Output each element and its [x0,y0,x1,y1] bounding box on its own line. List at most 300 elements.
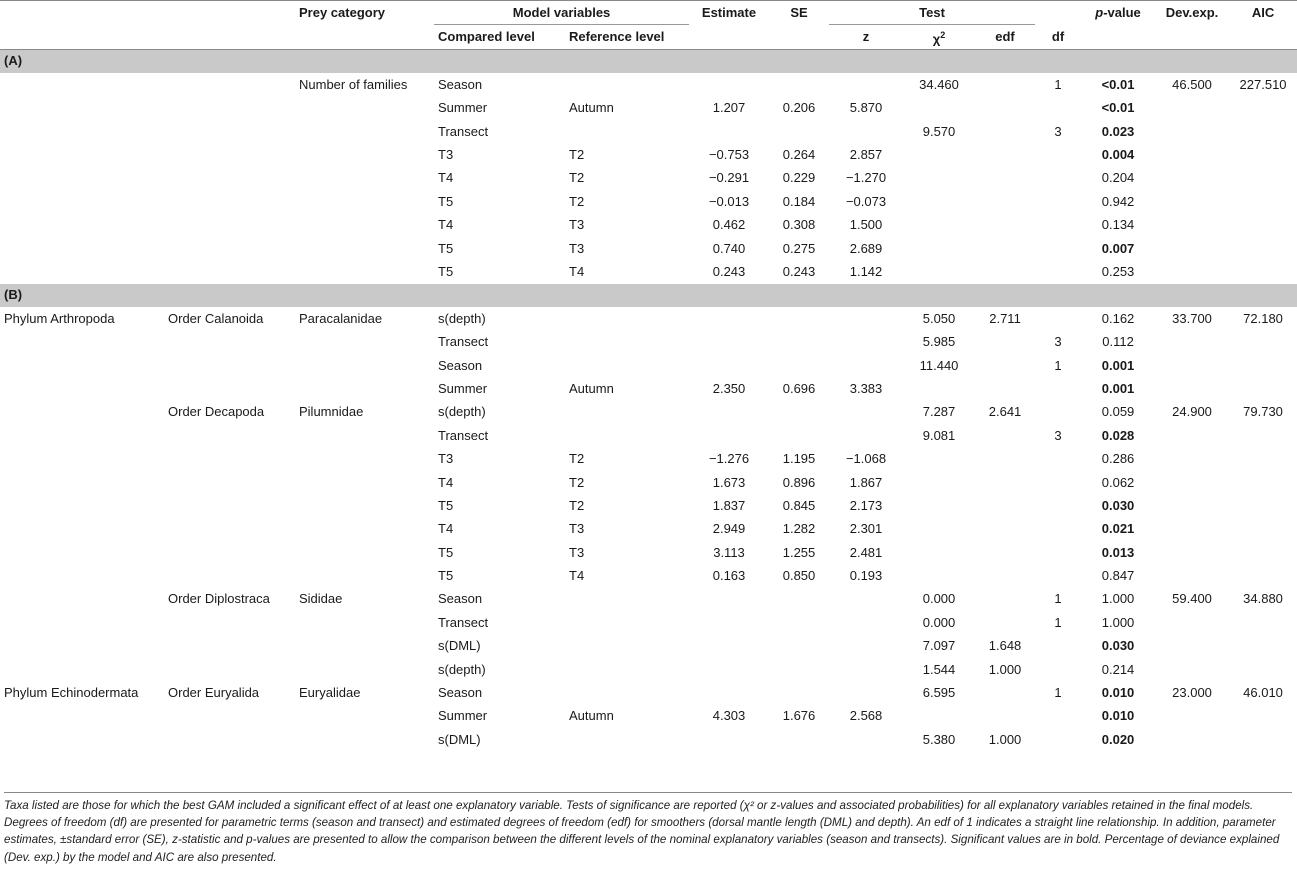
cell-compared-level: Summer [438,380,488,396]
cell-se: 0.896 [782,474,816,490]
cell-df [1035,260,1081,283]
cell-family [295,354,434,377]
table-row [0,728,1297,751]
cell-df [1035,237,1081,260]
cell-family [295,143,434,166]
cell-compared-level: T4 [438,474,454,490]
cell-df: 1 [1054,614,1062,630]
cell-compared-level: s(depth) [438,404,486,420]
cell-se [769,681,829,704]
cell-edf [975,564,1035,587]
cell-dev-exp [1155,190,1229,213]
cell-p-value: 0.001 [1101,380,1135,396]
section-label: (A) [0,49,1297,73]
cell-family [295,330,434,353]
cell-p-value: 0.010 [1101,708,1135,724]
cell-family [295,447,434,470]
cell-aic [1229,330,1297,353]
cell-compared-level: Season [438,357,483,373]
cell-reference-level [565,401,689,424]
cell-dev-exp: 23.000 [1172,685,1212,701]
table-row [0,541,1297,564]
table-row [0,307,1297,330]
cell-reference-level: T3 [569,544,585,560]
cell-chi2 [903,447,975,470]
cell-phylum: Phylum Echinodermata [4,685,139,701]
cell-family [295,611,434,634]
cell-estimate: −0.013 [708,193,750,209]
cell-compared-level: T5 [438,497,454,513]
cell-phylum [0,143,164,166]
cell-df [1035,377,1081,400]
cell-p-value: 0.020 [1101,731,1135,747]
cell-estimate: 0.163 [712,568,746,584]
cell-se: 0.184 [782,193,816,209]
cell-reference-level: Autumn [569,100,614,116]
cell-chi2: 9.570 [922,123,956,139]
cell-df: 3 [1054,427,1062,443]
cell-family [295,471,434,494]
cell-chi2: 7.287 [922,404,956,420]
cell-reference-level: Autumn [569,708,614,724]
cell-chi2 [903,237,975,260]
cell-family [295,728,434,751]
cell-se: 0.850 [782,568,816,584]
table-row [0,354,1297,377]
cell-family [295,97,434,120]
cell-compared-level: s(depth) [438,661,486,677]
cell-z [829,307,903,330]
cell-edf [975,705,1035,728]
cell-phylum [0,494,164,517]
cell-p-value: 1.000 [1101,614,1135,630]
cell-z [829,424,903,447]
cell-compared-level: Season [438,76,483,92]
cell-z [829,635,903,658]
cell-aic [1229,728,1297,751]
cell-df [1035,97,1081,120]
cell-edf [975,424,1035,447]
section-a-header [0,49,1297,73]
cell-chi2: 1.544 [922,661,956,677]
cell-dev-exp [1155,471,1229,494]
cell-p-value: <0.01 [1101,76,1135,92]
cell-p-value: 0.059 [1101,404,1135,420]
cell-p-value: 0.013 [1101,544,1135,560]
cell-z [829,588,903,611]
cell-dev-exp [1155,260,1229,283]
cell-phylum [0,214,164,237]
cell-chi2: 5.050 [922,310,956,326]
cell-reference-level: T2 [569,170,585,186]
cell-phylum [0,260,164,283]
cell-reference-level [565,73,689,96]
cell-reference-level [565,728,689,751]
cell-z: −0.073 [845,193,887,209]
cell-dev-exp [1155,143,1229,166]
cell-estimate: 0.243 [712,263,746,279]
cell-family [295,658,434,681]
cell-aic [1229,120,1297,143]
cell-aic [1229,611,1297,634]
header-estimate: Estimate [701,4,757,20]
header-dev-exp: Dev.exp. [1165,4,1219,20]
cell-phylum [0,447,164,470]
cell-se: 0.308 [782,217,816,233]
cell-reference-level: T2 [569,147,585,163]
cell-order [164,705,295,728]
cell-p-value: 0.010 [1101,685,1135,701]
cell-compared-level: T5 [438,193,454,209]
cell-reference-level [565,330,689,353]
cell-phylum [0,611,164,634]
cell-edf [975,214,1035,237]
cell-aic: 34.880 [1243,591,1283,607]
cell-df [1035,494,1081,517]
cell-estimate [689,588,769,611]
cell-dev-exp [1155,705,1229,728]
cell-family [295,214,434,237]
cell-edf [975,447,1035,470]
cell-se: 1.195 [782,451,816,467]
cell-compared-level: Season [438,685,483,701]
cell-family [295,541,434,564]
cell-reference-level: T2 [569,497,585,513]
cell-edf [975,73,1035,96]
cell-df: 3 [1054,123,1062,139]
cell-edf [975,681,1035,704]
cell-phylum: Phylum Arthropoda [4,310,115,326]
cell-aic [1229,471,1297,494]
cell-estimate [689,307,769,330]
header-model-variables: Model variables [512,4,611,20]
cell-z [829,401,903,424]
cell-order [164,564,295,587]
cell-dev-exp: 46.500 [1172,76,1212,92]
header-z: z [829,25,903,49]
header-reference-level: Reference level [565,25,689,49]
cell-dev-exp [1155,377,1229,400]
cell-aic [1229,167,1297,190]
cell-family: Euryalidae [299,685,361,701]
cell-order [164,471,295,494]
cell-chi2: 5.985 [922,334,956,350]
header-se: SE [790,4,808,20]
section-b-header [0,284,1297,307]
cell-compared-level: s(DML) [438,731,481,747]
table-row [0,705,1297,728]
cell-df [1035,471,1081,494]
cell-order [164,658,295,681]
cell-z: 1.142 [849,263,883,279]
cell-df [1035,447,1081,470]
cell-df [1035,518,1081,541]
cell-estimate: 1.837 [712,497,746,513]
cell-order: Order Calanoida [168,310,264,326]
cell-p-value: 0.021 [1101,521,1135,537]
cell-family [295,494,434,517]
cell-compared-level: T5 [438,263,454,279]
cell-phylum [0,377,164,400]
table-row [0,611,1297,634]
cell-reference-level [565,424,689,447]
cell-edf [975,97,1035,120]
cell-p-value: 1.000 [1101,591,1135,607]
cell-dev-exp [1155,518,1229,541]
cell-compared-level: Summer [438,708,488,724]
cell-compared-level: Transect [438,614,489,630]
cell-phylum [0,120,164,143]
cell-reference-level: Autumn [569,380,614,396]
cell-compared-level: s(DML) [438,638,481,654]
cell-p-value: 0.023 [1101,123,1135,139]
cell-se [769,307,829,330]
cell-p-value: 0.134 [1101,217,1135,233]
cell-dev-exp [1155,447,1229,470]
cell-df: 1 [1054,591,1062,607]
table-row [0,120,1297,143]
cell-chi2 [903,143,975,166]
cell-estimate [689,611,769,634]
cell-edf [975,237,1035,260]
cell-edf [975,120,1035,143]
cell-compared-level: T5 [438,544,454,560]
cell-aic [1229,658,1297,681]
cell-se [769,728,829,751]
cell-order: Order Decapoda [168,404,265,420]
header-compared-level: Compared level [434,25,565,49]
cell-estimate: 2.949 [712,521,746,537]
cell-se [769,611,829,634]
cell-dev-exp [1155,541,1229,564]
cell-p-value: 0.001 [1101,357,1135,373]
cell-aic [1229,705,1297,728]
cell-chi2 [903,167,975,190]
cell-chi2: 7.097 [922,638,956,654]
cell-reference-level [565,354,689,377]
cell-family: Pilumnidae [299,404,364,420]
cell-edf [975,518,1035,541]
cell-edf: 1.000 [988,661,1022,677]
cell-dev-exp [1155,635,1229,658]
cell-edf [975,541,1035,564]
table-row [0,447,1297,470]
cell-edf [975,494,1035,517]
cell-family [295,377,434,400]
cell-reference-level: T2 [569,193,585,209]
cell-df [1035,214,1081,237]
cell-df [1035,728,1081,751]
cell-se [769,73,829,96]
cell-family [295,424,434,447]
cell-order [164,143,295,166]
cell-phylum [0,330,164,353]
table-row [0,658,1297,681]
cell-z: −1.270 [845,170,887,186]
table-row [0,518,1297,541]
cell-order [164,728,295,751]
cell-phylum [0,705,164,728]
table-row [0,564,1297,587]
cell-p-value: 0.030 [1101,638,1135,654]
cell-aic: 227.510 [1239,76,1287,92]
cell-dev-exp: 33.700 [1172,310,1212,326]
cell-order: Order Diplostraca [168,591,270,607]
cell-dev-exp [1155,494,1229,517]
cell-chi2: 0.000 [922,591,956,607]
cell-compared-level: Transect [438,427,489,443]
table-row [0,494,1297,517]
cell-se [769,588,829,611]
cell-order [164,354,295,377]
cell-compared-level: Transect [438,334,489,350]
cell-order [164,120,295,143]
cell-estimate: 0.462 [712,217,746,233]
cell-z: 3.383 [849,380,883,396]
cell-dev-exp [1155,611,1229,634]
cell-edf: 2.711 [989,310,1021,326]
cell-aic: 46.010 [1243,685,1283,701]
cell-order [164,167,295,190]
cell-dev-exp [1155,354,1229,377]
cell-p-value: 0.214 [1101,661,1135,677]
cell-aic [1229,237,1297,260]
cell-z [829,658,903,681]
cell-p-value: 0.112 [1102,334,1134,350]
cell-df [1035,143,1081,166]
cell-order [164,97,295,120]
cell-reference-level: T3 [569,521,585,537]
cell-reference-level [565,658,689,681]
cell-z: −1.068 [845,451,887,467]
cell-phylum [0,424,164,447]
cell-df: 1 [1054,357,1062,373]
cell-se: 1.282 [782,521,816,537]
cell-chi2: 9.081 [922,427,956,443]
cell-z [829,330,903,353]
cell-p-value: 0.162 [1101,310,1135,326]
cell-dev-exp [1155,424,1229,447]
cell-estimate: 3.113 [713,544,745,560]
cell-edf [975,167,1035,190]
table-row [0,237,1297,260]
cell-chi2: 11.440 [919,357,959,373]
cell-phylum [0,564,164,587]
cell-edf [975,260,1035,283]
cell-estimate [689,658,769,681]
cell-compared-level: T4 [438,521,454,537]
cell-estimate [689,401,769,424]
table-row [0,97,1297,120]
cell-aic [1229,518,1297,541]
cell-family [295,120,434,143]
cell-edf [975,377,1035,400]
cell-order [164,611,295,634]
cell-family: Sididae [299,591,343,607]
cell-order [164,260,295,283]
cell-p-value: 0.942 [1101,193,1135,209]
cell-phylum [0,401,164,424]
cell-family: Number of families [299,76,408,92]
cell-estimate: −1.276 [708,451,750,467]
table-row [0,588,1297,611]
cell-df [1035,564,1081,587]
cell-se: 1.676 [782,708,816,724]
cell-aic: 72.180 [1243,310,1283,326]
cell-se [769,401,829,424]
cell-se [769,658,829,681]
cell-estimate: −0.753 [708,147,750,163]
cell-aic [1229,377,1297,400]
cell-z [829,728,903,751]
cell-se [769,424,829,447]
cell-edf [975,611,1035,634]
cell-df [1035,635,1081,658]
header-chi2: $\chi^2$ [903,25,975,49]
cell-aic: 79.730 [1243,404,1283,420]
cell-chi2: 6.595 [922,685,956,701]
cell-chi2 [903,518,975,541]
table-row [0,214,1297,237]
cell-phylum [0,658,164,681]
cell-chi2 [903,190,975,213]
cell-dev-exp [1155,330,1229,353]
cell-aic [1229,214,1297,237]
header-aic: AIC [1251,4,1275,20]
cell-df [1035,401,1081,424]
cell-order [164,518,295,541]
cell-compared-level: T3 [438,451,454,467]
cell-chi2 [903,471,975,494]
cell-order [164,377,295,400]
cell-order [164,447,295,470]
cell-edf: 1.000 [988,731,1022,747]
cell-df [1035,190,1081,213]
cell-df [1035,307,1081,330]
cell-se [769,330,829,353]
cell-aic [1229,424,1297,447]
cell-compared-level: T3 [438,147,454,163]
cell-z: 2.301 [849,521,883,537]
table-row [0,260,1297,283]
cell-edf [975,190,1035,213]
cell-chi2 [903,705,975,728]
cell-order [164,541,295,564]
cell-family: Paracalanidae [299,310,383,326]
cell-phylum [0,237,164,260]
cell-compared-level: Transect [438,123,489,139]
cell-reference-level: T4 [569,568,585,584]
cell-p-value: <0.01 [1101,100,1135,116]
cell-df [1035,705,1081,728]
table-row [0,681,1297,704]
cell-family [295,190,434,213]
cell-phylum [0,190,164,213]
cell-edf [975,143,1035,166]
cell-df [1035,541,1081,564]
cell-p-value: 0.030 [1101,497,1135,513]
cell-estimate [689,681,769,704]
cell-estimate: −0.291 [708,170,750,186]
table-row [0,330,1297,353]
cell-phylum [0,728,164,751]
cell-compared-level: s(depth) [438,310,486,326]
cell-reference-level [565,681,689,704]
cell-compared-level: T5 [438,240,454,256]
cell-chi2 [903,541,975,564]
cell-family [295,237,434,260]
cell-phylum [0,541,164,564]
